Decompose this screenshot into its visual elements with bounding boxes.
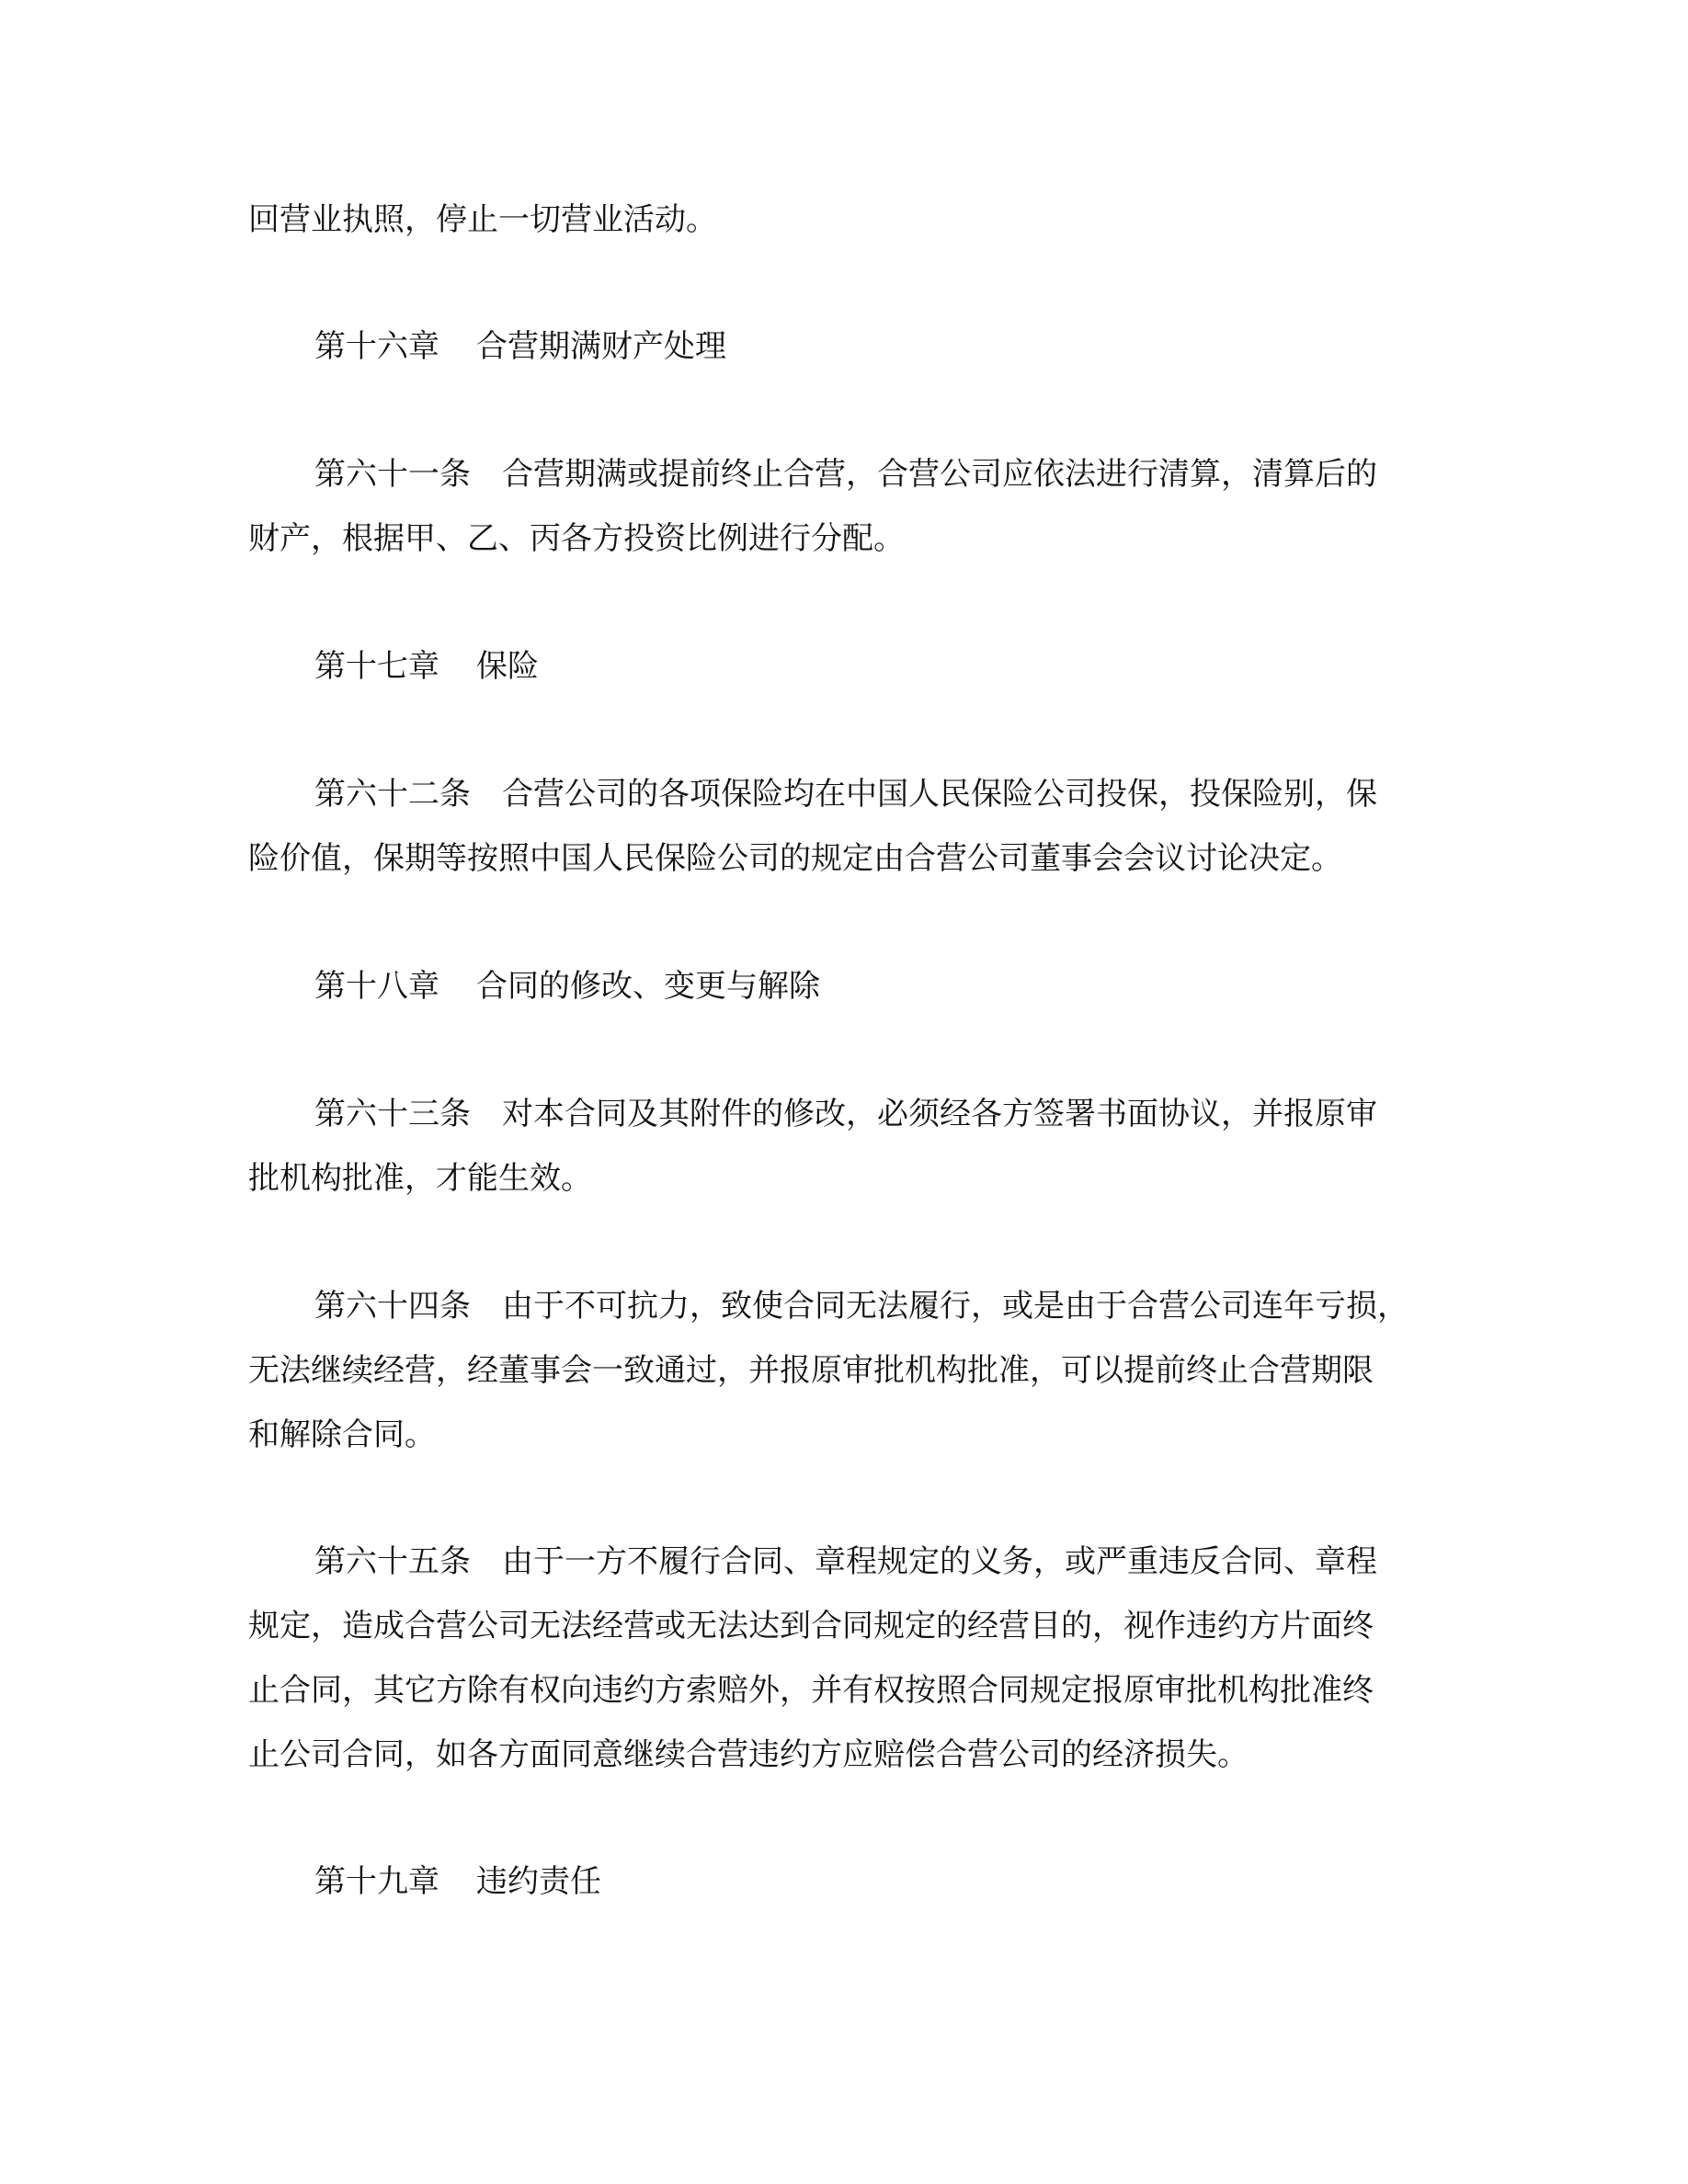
chapter-number: 第十六章 (314, 328, 439, 365)
chapter-number: 第十七章 (314, 648, 439, 685)
paragraph-line: 和解除合同。 (248, 1416, 436, 1453)
article-63-line: 第六十三条 对本合同及其附件的修改，必须经各方签署书面协议，并报原审 (314, 1096, 1377, 1132)
chapter-number: 第十八章 (314, 968, 439, 1005)
chapter-title: 违约责任 (476, 1863, 601, 1900)
article-65-line: 第六十五条 由于一方不履行合同、章程规定的义务，或严重违反合同、章程 (314, 1543, 1377, 1580)
paragraph-line: 无法继续经营，经董事会一致通过，并报原审批机构批准，可以提前终止合营期限 (248, 1352, 1374, 1389)
chapter-heading-16 (314, 328, 726, 365)
chapter-title: 合营期满财产处理 (476, 328, 726, 365)
paragraph-line: 规定，造成合营公司无法经营或无法达到合同规定的经营目的，视作违约方片面终 (248, 1608, 1374, 1644)
paragraph-line: 回营业执照，停止一切营业活动。 (248, 201, 717, 238)
paragraph-line: 批机构批准，才能生效。 (248, 1160, 592, 1197)
chapter-heading-18 (314, 968, 820, 1005)
chapter-heading-17 (314, 648, 539, 685)
chapter-number: 第十九章 (314, 1863, 439, 1900)
paragraph-line: 止公司合同，如各方面同意继续合营违约方应赔偿合营公司的经济损失。 (248, 1736, 1249, 1773)
chapter-title: 合同的修改、变更与解除 (476, 968, 820, 1005)
paragraph-line: 险价值，保期等按照中国人民保险公司的规定由合营公司董事会会议讨论决定。 (248, 840, 1342, 877)
paragraph-line: 财产，根据甲、乙、丙各方投资比例进行分配。 (248, 520, 905, 557)
chapter-title: 保险 (476, 648, 539, 685)
chapter-heading-19 (314, 1863, 601, 1900)
paragraph-line: 止合同，其它方除有权向违约方索赔外，并有权按照合同规定报原审批机构批准终 (248, 1672, 1374, 1709)
article-61-line: 第六十一条 合营期满或提前终止合营，合营公司应依法进行清算，清算后的 (314, 456, 1377, 493)
article-64-line: 第六十四条 由于不可抗力，致使合同无法履行，或是由于合营公司连年亏损， (314, 1288, 1409, 1325)
article-62-line: 第六十二条 合营公司的各项保险均在中国人民保险公司投保，投保险别，保 (314, 776, 1377, 813)
